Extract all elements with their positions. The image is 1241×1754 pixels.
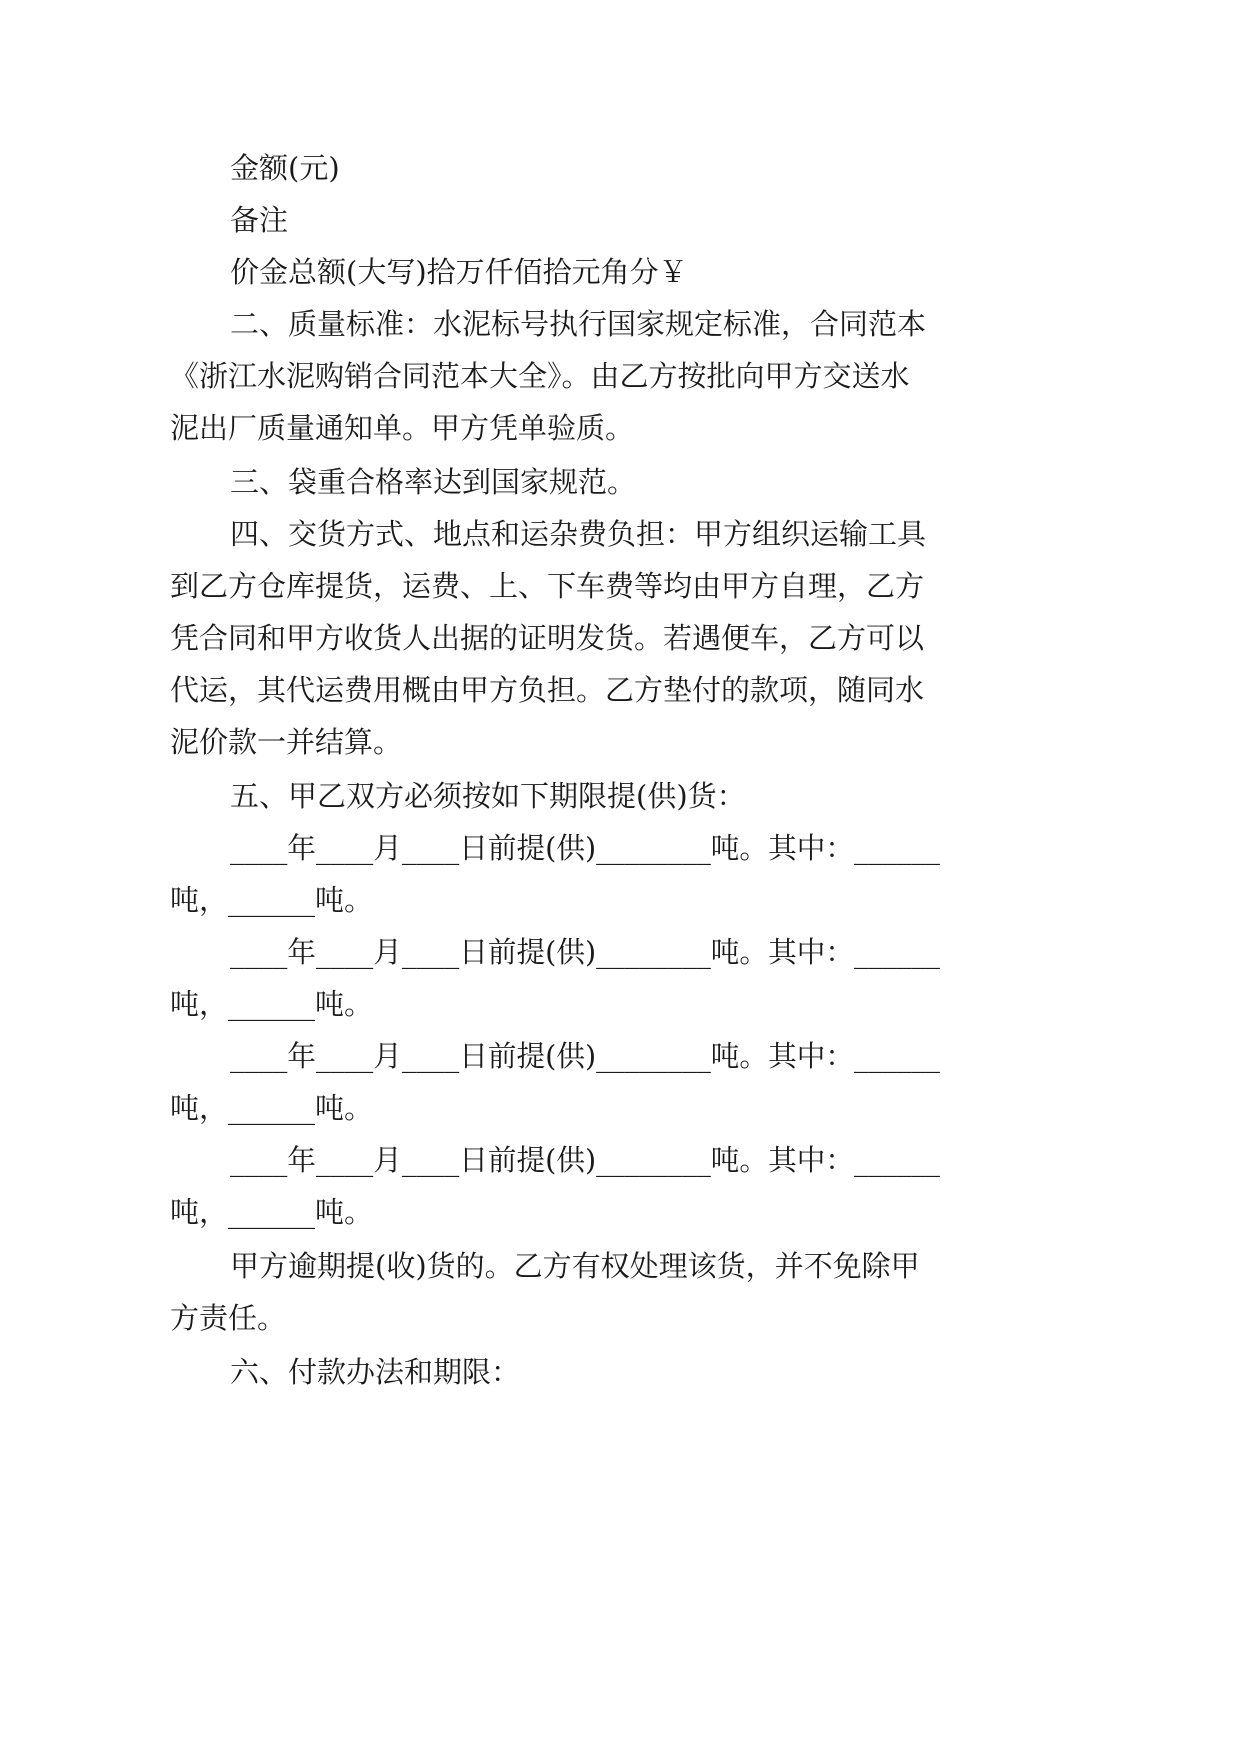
amount-yuan-label: 金额(元) — [230, 151, 340, 185]
quality-standard-heading: 二、质量标准：水泥标号执行国家规定标准，合同范本 — [230, 307, 927, 341]
text-line — [0, 1192, 1241, 1232]
schedule-row: ____年____月____日前提(供)________吨。其中：______ — [230, 1039, 940, 1073]
text-line — [0, 1036, 1241, 1076]
text-line — [0, 880, 1241, 920]
text-line — [0, 514, 1241, 554]
paragraph-text: 《浙江水泥购销合同范本大全》。由乙方按批向甲方交送水 — [170, 359, 910, 393]
text-line — [0, 722, 1241, 762]
total-amount-text: 价金总额(大写)拾万仟佰拾元角分￥ — [230, 255, 688, 289]
payment-clause-heading: 六、付款办法和期限： — [230, 1355, 521, 1389]
text-line — [0, 670, 1241, 710]
text-line — [0, 566, 1241, 606]
text-line — [0, 462, 1241, 502]
schedule-row: ____年____月____日前提(供)________吨。其中：______ — [230, 935, 940, 969]
text-line — [0, 148, 1241, 188]
overdue-clause: 甲方逾期提(收)货的。乙方有权处理该货，并不免除甲 — [230, 1249, 920, 1283]
paragraph-text: 泥价款一并结算。 — [170, 725, 403, 759]
text-line — [0, 1246, 1241, 1286]
paragraph-text: 泥出厂质量通知单。甲方凭单验质。 — [170, 411, 635, 445]
paragraph-text: 凭合同和甲方收货人出据的证明发货。若遇便车，乙方可以 — [170, 621, 925, 655]
text-line — [0, 304, 1241, 344]
delivery-clause-heading: 四、交货方式、地点和运杂费负担：甲方组织运输工具 — [230, 517, 927, 551]
bag-weight-clause: 三、袋重合格率达到国家规范。 — [230, 465, 637, 499]
text-line — [0, 356, 1241, 396]
text-line — [0, 1088, 1241, 1128]
text-line — [0, 200, 1241, 240]
schedule-clause-heading: 五、甲乙双方必须按如下期限提(供)货： — [230, 779, 746, 813]
schedule-row-cont: 吨，______吨。 — [170, 987, 374, 1021]
schedule-row-cont: 吨，______吨。 — [170, 883, 374, 917]
paragraph-text: 到乙方仓库提货，运费、上、下车费等均由甲方自理，乙方 — [170, 569, 925, 603]
text-line — [0, 1140, 1241, 1180]
text-line — [0, 776, 1241, 816]
text-line — [0, 932, 1241, 972]
remarks-label: 备注 — [230, 203, 289, 237]
text-line — [0, 828, 1241, 868]
text-line — [0, 1298, 1241, 1338]
text-line — [0, 1352, 1241, 1392]
text-line — [0, 618, 1241, 658]
schedule-row-cont: 吨，______吨。 — [170, 1195, 374, 1229]
schedule-row: ____年____月____日前提(供)________吨。其中：______ — [230, 1143, 940, 1177]
schedule-row-cont: 吨，______吨。 — [170, 1091, 374, 1125]
text-line — [0, 984, 1241, 1024]
text-line — [0, 408, 1241, 448]
schedule-row: ____年____月____日前提(供)________吨。其中：______ — [230, 831, 940, 865]
paragraph-text: 方责任。 — [170, 1301, 287, 1335]
text-line — [0, 252, 1241, 292]
paragraph-text: 代运，其代运费用概由甲方负担。乙方垫付的款项，随同水 — [170, 673, 925, 707]
